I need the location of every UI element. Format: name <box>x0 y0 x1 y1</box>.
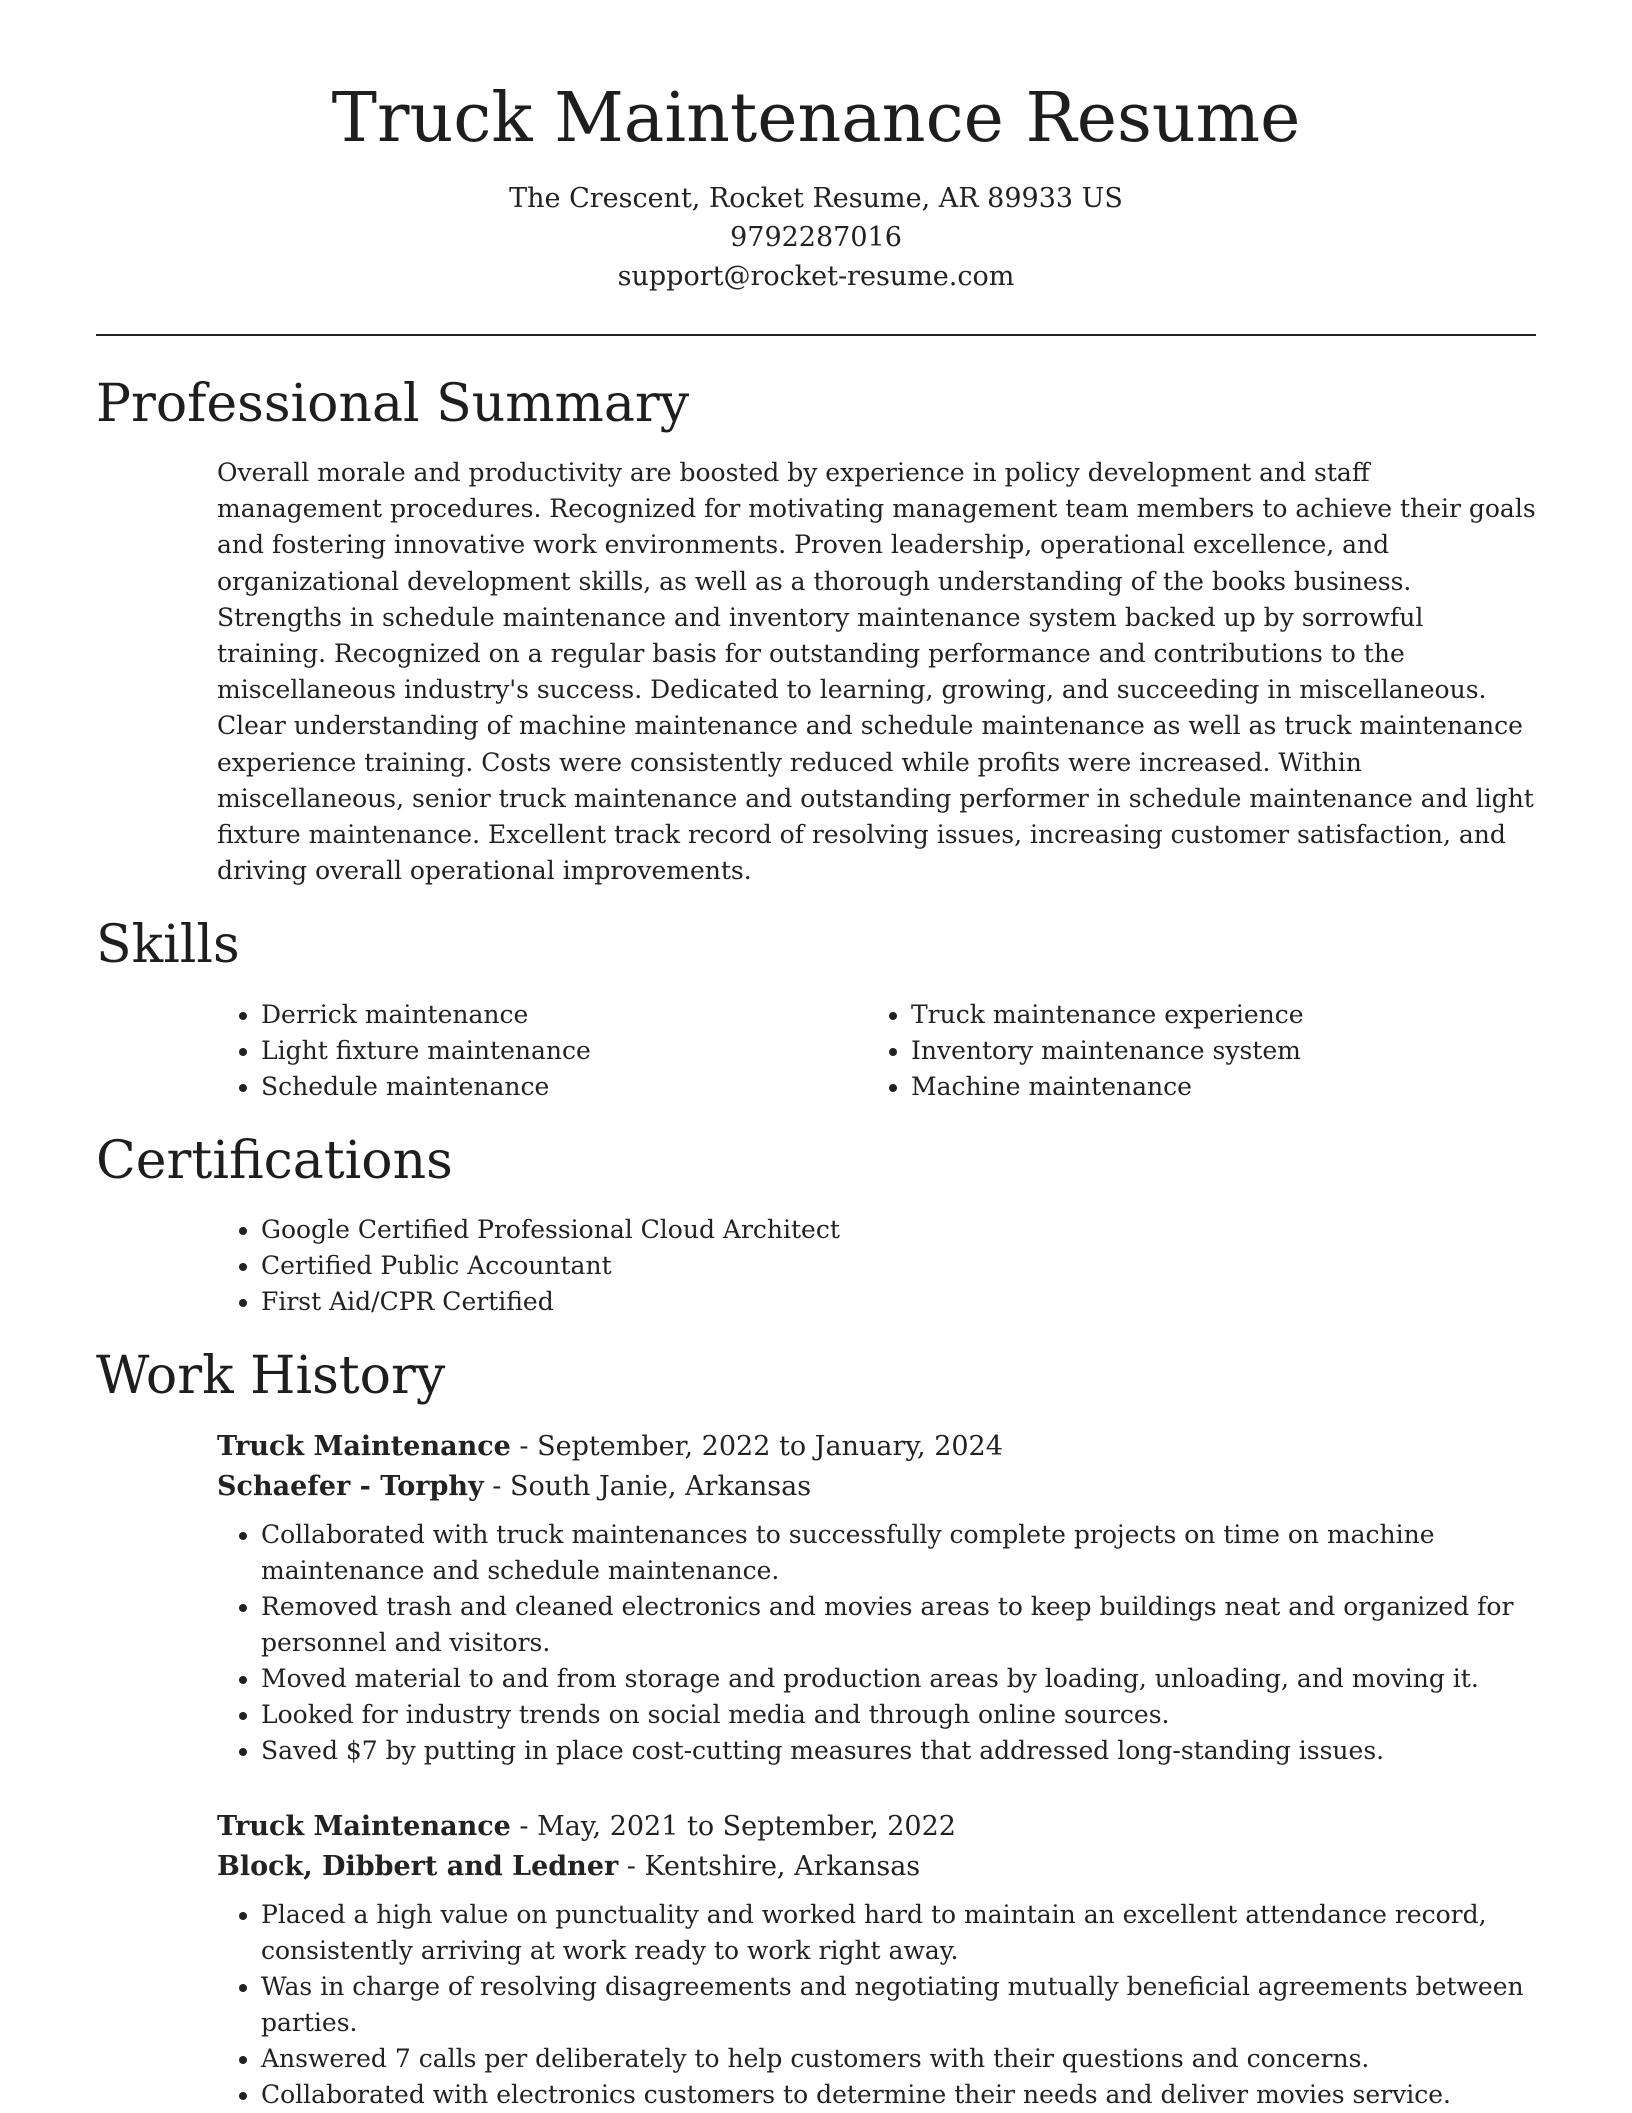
job-dates: - May, 2021 to September, 2022 <box>510 1810 956 1842</box>
job-bullets <box>217 1897 1536 2113</box>
contact-address: The Crescent, Rocket Resume, AR 89933 US <box>509 182 1123 214</box>
job-entry <box>217 1807 1536 2113</box>
job-bullet: • Placed a high value on punctuality and worked hard to maintain an excellent attendance record, consistently arriving at work ready to work right away. <box>261 1897 1536 1969</box>
job-bullet: • Collaborated with electronics customers to determine their needs and deliver movies service. <box>261 2077 1536 2113</box>
skills-grid <box>96 997 1536 1105</box>
skill-item: • Inventory maintenance system <box>911 1033 1517 1069</box>
certifications-list <box>217 1212 1536 1320</box>
certification-item: • First Aid/CPR Certified <box>261 1284 1536 1320</box>
skills-list-left <box>217 997 867 1105</box>
contact-phone: 9792287016 <box>730 221 902 253</box>
skills-list-right <box>867 997 1517 1105</box>
job-company: Block, Dibbert and Ledner <box>217 1850 619 1882</box>
certifications-section <box>96 1130 1536 1320</box>
job-location: - Kentshire, Arkansas <box>618 1850 921 1882</box>
job-location: - South Janie, Arkansas <box>483 1470 812 1502</box>
job-role: Truck Maintenance <box>217 1430 511 1462</box>
skill-item: • Derrick maintenance <box>261 997 867 1033</box>
header-divider <box>96 334 1536 336</box>
job-bullet: • Moved material to and from storage and production areas by loading, unloading, and moving it. <box>261 1661 1536 1697</box>
certification-item: • Google Certified Professional Cloud Architect <box>261 1212 1536 1248</box>
job-bullet: • Removed trash and cleaned electronics and movies areas to keep buildings neat and organized for personnel and visitors. <box>261 1589 1536 1661</box>
skill-item: • Light fixture maintenance <box>261 1033 867 1069</box>
skills-heading: Skills <box>96 915 240 976</box>
summary-text: Overall morale and productivity are boosted by experience in policy development and staff management procedures. Recognized for motivating management team members to achieve their goals and fostering innovative work environments. Proven leadership, operational excellence, and organizational development skills, as well as a thorough understanding of the books business. Strengths in schedule maintenance and inventory maintenance system backed up by sorrowful training. Recognized on a regular basis for outstanding performance and contributions to the miscellaneous industry's success. Dedicated to learning, growing, and succeeding in miscellaneous. Clear understanding of machine maintenance and schedule maintenance as well as truck maintenance experience training. Costs were consistently reduced while profits were increased. Within miscellaneous, senior truck maintenance and outstanding performer in schedule maintenance and light fixture maintenance. Excellent track record of resolving issues, increasing customer satisfaction, and driving overall operational improvements. <box>217 457 1536 886</box>
contact-email: support@rocket-resume.com <box>617 260 1015 292</box>
job-bullet: • Saved $7 by putting in place cost-cutting measures that addressed long-standing issues. <box>261 1733 1536 1769</box>
job-role-line <box>217 1807 1536 1847</box>
resume-title: Truck Maintenance Resume <box>331 79 1301 158</box>
job-company: Schaefer - Torphy <box>217 1470 484 1502</box>
job-dates: - September, 2022 to January, 2024 <box>510 1430 1003 1462</box>
skill-item: • Schedule maintenance <box>261 1069 867 1105</box>
job-bullet: • Collaborated with truck maintenances to successfully complete projects on time on machine maintenance and schedule maintenance. <box>261 1517 1536 1589</box>
job-company-line <box>217 1467 1536 1507</box>
certifications-heading: Certifications <box>96 1130 453 1191</box>
job-entry <box>217 1427 1536 1769</box>
job-bullet: • Was in charge of resolving disagreements and negotiating mutually beneficial agreements between parties. <box>261 1969 1536 2041</box>
job-role: Truck Maintenance <box>217 1810 511 1842</box>
work-history-section <box>96 1345 1536 2113</box>
summary-section <box>96 373 1536 890</box>
job-company-line <box>217 1847 1536 1887</box>
job-bullet: • Answered 7 calls per deliberately to help customers with their questions and concerns. <box>261 2041 1536 2077</box>
work-history-heading: Work History <box>96 1345 446 1406</box>
summary-body <box>96 455 1536 889</box>
job-bullet: • Looked for industry trends on social media and through online sources. <box>261 1697 1536 1733</box>
job-role-line <box>217 1427 1536 1467</box>
skills-section <box>96 917 1536 1104</box>
certifications-body <box>96 1212 1536 1320</box>
skill-item: • Machine maintenance <box>911 1069 1517 1105</box>
summary-heading: Professional Summary <box>96 373 690 434</box>
job-bullets <box>217 1517 1536 1769</box>
work-history-body <box>96 1427 1536 2113</box>
skill-item: • Truck maintenance experience <box>911 997 1517 1033</box>
certification-item: • Certified Public Accountant <box>261 1248 1536 1284</box>
resume-header <box>96 0 1536 296</box>
